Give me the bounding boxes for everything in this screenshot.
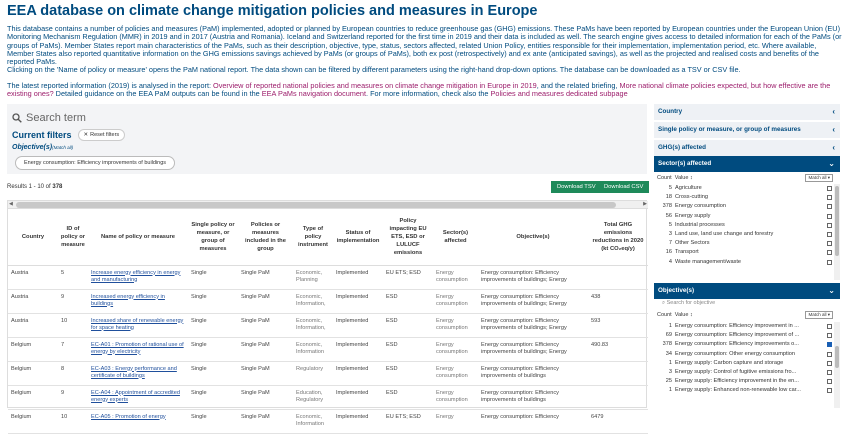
policy-name-text[interactable]: Increased energy efficiency in buildings xyxy=(91,293,165,307)
count-column-label[interactable]: Count xyxy=(657,312,672,318)
table-cell: ESD xyxy=(383,385,433,409)
facet-option-label: Energy supply: Carbon capture and storage xyxy=(675,359,784,366)
table-row xyxy=(8,385,648,409)
count-column-label[interactable]: Count xyxy=(657,175,672,181)
col-header[interactable]: Country xyxy=(8,210,58,265)
facet-option-label: Land use, land use change and forestry xyxy=(675,230,774,237)
table-cell: Belgium xyxy=(8,385,58,409)
chevron-down-icon: ⌄ xyxy=(828,286,835,295)
facet-option[interactable] xyxy=(654,184,840,193)
facet-label: Objective(s) xyxy=(658,287,695,294)
facet-option-checkbox[interactable] xyxy=(827,223,832,228)
table-cell: Single xyxy=(188,337,238,361)
table-cell: Implemented xyxy=(333,337,383,361)
facet-option-checkbox[interactable] xyxy=(827,260,832,265)
results-total: 378 xyxy=(52,184,63,190)
active-filter-chip[interactable]: Energy consumption: Efficiency improvements of buildings xyxy=(15,156,175,170)
facet-label: Country xyxy=(658,108,683,115)
table-cell xyxy=(588,265,648,289)
table-cell: Single PaM xyxy=(238,337,293,361)
objective-match-select[interactable]: Match all ▾ xyxy=(805,311,833,319)
briefing-link[interactable]: More national climate policies expected, but how effective are the existing ones? xyxy=(7,81,831,99)
table-cell: ESD xyxy=(383,361,433,385)
facet-option-count: 5 xyxy=(668,221,672,228)
intro-text-b: , and the related briefing, xyxy=(536,81,620,90)
col-header[interactable]: Policy impacting EU ETS, ESD or LULUCF emissions xyxy=(383,210,433,265)
table-cell: 10 xyxy=(58,409,88,433)
objective-filter-name: Objective(s) xyxy=(12,144,53,151)
table-cell: Implemented xyxy=(333,409,383,433)
facet-ghg[interactable] xyxy=(654,140,840,156)
objective-list xyxy=(654,322,840,396)
chevron-down-icon: ⌄ xyxy=(828,159,835,168)
facet-option-count: 3 xyxy=(668,368,672,375)
facet-option-count: 1 xyxy=(668,359,672,366)
table-cell: 5 xyxy=(58,265,88,289)
facet-option-label: Energy supply xyxy=(675,212,711,219)
match-select-value: Match all xyxy=(808,175,827,180)
table-cell: 438 xyxy=(588,289,648,313)
table-cell: Implemented xyxy=(333,385,383,409)
facet-option-checkbox[interactable] xyxy=(827,342,832,347)
intro-paragraph-1: This database contains a number of policies and measures (PaM) implemented, adopted or planned by European countries to reduce greenhouse gas (GHG) emissions. These PaMs have been reported by European countries under the European Union (EU) Monitoring Mechanism Regulation (MMR) in 2019 and in 2017 (Austria and Romania). Iceland and Switzerland reported for the first time in 2019 and their data is included as well. The search engine gives access to detailed information for each of the PaMs (or groups of PaMs). Member States report main characteristics of the PaMs, such as their description, objective, type, status, sectors affected, related Union Policy, entities responsible for their implementation, implementation period, etc. Where available, Member States also reported quantitative information on the GHG emissions savings achieved by PaMs (or groups of PaMs), both ex post (retrospectively) and ex ante (anticipated savings), as well as the projected and realised costs and benefits of the reported PaMs. xyxy=(7,24,842,67)
table-cell: Energy consumption xyxy=(433,361,478,385)
facet-option-checkbox[interactable] xyxy=(827,204,832,209)
col-header[interactable]: Policies or measures included in the group xyxy=(238,210,293,265)
policy-name-link[interactable] xyxy=(88,361,188,385)
table-cell: ESD xyxy=(383,313,433,337)
facet-option-count: 16 xyxy=(665,249,672,256)
table-cell: Single xyxy=(188,289,238,313)
table-cell: Implemented xyxy=(333,289,383,313)
report-link[interactable]: Overview of reported national policies and measures on climate change mitigation in Europe in 2019 xyxy=(213,81,537,90)
table-cell: Energy consumption xyxy=(433,265,478,289)
facet-option-label: Transport xyxy=(675,249,699,256)
table-cell: Belgium xyxy=(8,409,58,433)
intro-paragraph-3 xyxy=(7,82,845,99)
facet-label: Sector(s) affected xyxy=(658,160,712,167)
table-cell: 7 xyxy=(58,337,88,361)
objective-search-input[interactable]: ⌕ Search for objective xyxy=(662,300,716,306)
facet-option-count: 378 xyxy=(662,341,672,348)
table-cell: Single xyxy=(188,265,238,289)
table-cell: Energy consumption: Efficiency improvements of buildings; Energy xyxy=(478,265,588,289)
facet-option-checkbox[interactable] xyxy=(827,370,832,375)
policy-name-text[interactable]: EC-A05 : Promotion of energy xyxy=(91,413,166,420)
facet-option-label: Energy consumption: Efficiency improvement of ... xyxy=(675,332,800,339)
facet-option[interactable] xyxy=(654,386,840,395)
search-input[interactable] xyxy=(12,110,86,126)
col-header[interactable]: Objective(s) xyxy=(478,210,588,265)
table-cell: Single PaM xyxy=(238,361,293,385)
table-row xyxy=(8,313,648,337)
intro-text-d: . For more information, check also the xyxy=(366,89,491,99)
col-header[interactable]: Status of implementation xyxy=(333,210,383,265)
table-cell: Energy consumption xyxy=(433,289,478,313)
facet-option-checkbox[interactable] xyxy=(827,388,832,393)
table-cell: Single xyxy=(188,361,238,385)
facet-country[interactable] xyxy=(654,104,840,120)
intro-paragraph-2: Clicking on the 'Name of policy or measure' opens the PaM national report. The data shown can be filtered by different parameters using the right-hand drop-down options. The database can be downloaded as a TSV or CSV file. xyxy=(7,65,741,75)
table-cell: Economic, Information, xyxy=(293,313,333,337)
facet-option[interactable] xyxy=(654,202,840,211)
table-row xyxy=(8,265,648,289)
table-cell: Austria xyxy=(8,265,58,289)
table-cell: Economic, Information xyxy=(293,337,333,361)
table-cell: Austria xyxy=(8,313,58,337)
table-cell: 9 xyxy=(58,385,88,409)
results-prefix: Results 1 - 10 of xyxy=(7,184,53,190)
search-panel xyxy=(7,104,647,174)
facet-option-count: 3 xyxy=(668,230,672,237)
results-count xyxy=(7,184,62,190)
value-column-label[interactable]: Value xyxy=(674,175,689,181)
table-cell: Economic, Planning xyxy=(293,265,333,289)
policy-name-link[interactable] xyxy=(88,313,188,337)
facet-option-checkbox[interactable] xyxy=(827,361,832,366)
reset-filters-button[interactable] xyxy=(78,129,126,141)
facet-option-count: 18 xyxy=(665,194,672,201)
results-grid xyxy=(8,210,648,434)
table-cell: Implemented xyxy=(333,361,383,385)
table-cell xyxy=(588,361,648,385)
facet-option[interactable] xyxy=(654,340,840,349)
col-header[interactable]: ID of policy or measure xyxy=(58,210,88,265)
facet-option-label: Energy consumption: Efficiency improvements o... xyxy=(675,341,799,348)
search-placeholder: Search term xyxy=(26,112,86,124)
table-cell: Single xyxy=(188,409,238,433)
scroll-right-icon[interactable]: ▶ xyxy=(643,201,647,207)
results-table xyxy=(7,200,647,427)
col-header[interactable]: Name of policy or measure xyxy=(88,210,188,265)
facet-option[interactable] xyxy=(654,258,840,267)
policy-name-link[interactable] xyxy=(88,289,188,313)
facet-option-checkbox[interactable] xyxy=(827,241,832,246)
current-filters-row xyxy=(12,129,125,141)
table-row xyxy=(8,409,648,433)
table-cell xyxy=(588,385,648,409)
facet-option-checkbox[interactable] xyxy=(827,352,832,357)
navigation-document-link[interactable]: EEA PaMs navigation document xyxy=(261,89,367,99)
table-cell: Energy consumption: Efficiency improvements of buildings; Energy xyxy=(478,313,588,337)
table-cell: 10 xyxy=(58,313,88,337)
policy-name-link[interactable] xyxy=(88,385,188,409)
policy-name-link[interactable] xyxy=(88,337,188,361)
facet-objectives[interactable] xyxy=(654,283,840,299)
facet-option-label: Industrial processes xyxy=(675,221,725,228)
download-tsv-button[interactable]: Download TSV xyxy=(551,181,602,193)
table-cell: 6479 xyxy=(588,409,648,433)
facet-label: Single policy or measure, or group of measures xyxy=(658,126,801,133)
table-cell: EU ETS; ESD xyxy=(383,265,433,289)
facet-option-count: 56 xyxy=(665,212,672,219)
facet-option-checkbox[interactable] xyxy=(827,250,832,255)
table-cell: Single PaM xyxy=(238,265,293,289)
facet-option-count: 5 xyxy=(668,185,672,191)
policy-name-text[interactable]: Increased share of renewable energy for space heating xyxy=(91,317,184,331)
facet-option-count: 4 xyxy=(668,258,672,265)
table-cell: Regulatory xyxy=(293,361,333,385)
facet-option[interactable] xyxy=(654,212,840,221)
table-cell: 9 xyxy=(58,289,88,313)
facet-option-label: Cross-cutting xyxy=(675,194,708,201)
policy-name-text[interactable]: EC-A01 : Promotion of rational use of energy by electricity xyxy=(91,341,184,355)
current-filters-title: Current filters xyxy=(12,130,72,140)
facet-option-count: 69 xyxy=(665,332,672,339)
facet-option[interactable] xyxy=(654,377,840,386)
table-row xyxy=(8,337,648,361)
facet-option-checkbox[interactable] xyxy=(827,232,832,237)
filter-sidebar xyxy=(654,104,840,408)
col-header[interactable]: Single policy or measure, or group of measures xyxy=(188,210,238,265)
policy-name-link[interactable] xyxy=(88,409,188,433)
table-cell: ESD xyxy=(383,337,433,361)
table-cell: 490.83 xyxy=(588,337,648,361)
table-cell: Single xyxy=(188,385,238,409)
facet-option-label: Waste management/waste xyxy=(675,258,742,265)
facet-option-checkbox[interactable] xyxy=(827,186,832,191)
search-icon xyxy=(12,113,22,123)
facet-option[interactable] xyxy=(654,359,840,368)
policy-name-text[interactable]: EC-A04 : Appointment of accredited energy experts xyxy=(91,389,180,403)
table-cell: Single PaM xyxy=(238,409,293,433)
objective-scrollbar[interactable] xyxy=(834,322,840,408)
chevron-left-icon: ‹ xyxy=(832,125,835,134)
table-cell: Energy consumption: Efficiency improvements of buildings; Energy xyxy=(478,289,588,313)
table-cell: EU ETS; ESD xyxy=(383,409,433,433)
table-cell: Belgium xyxy=(8,337,58,361)
scroll-left-icon[interactable]: ◀ xyxy=(9,201,13,207)
facet-option-label: Energy supply: Enhanced non-renewable low car... xyxy=(675,387,801,394)
facet-option-checkbox[interactable] xyxy=(827,324,832,329)
intro-text-c: Detailed guidance on the EEA PaM outputs can be found in the xyxy=(53,89,262,99)
table-row xyxy=(8,361,648,385)
scrollbar-thumb[interactable] xyxy=(16,202,616,208)
facet-option-checkbox[interactable] xyxy=(827,333,832,338)
facet-option-label: Energy consumption: Efficiency improvement in ... xyxy=(675,323,799,329)
facet-option-label: Agriculture xyxy=(675,185,702,191)
facet-option[interactable] xyxy=(654,221,840,230)
intro-text-a: The latest reported information (2019) is analysed in the report: xyxy=(7,81,214,90)
table-cell: Energy consumption xyxy=(433,313,478,337)
facet-option-count: 378 xyxy=(662,203,672,210)
objective-search-placeholder: Search for objective xyxy=(666,300,716,306)
sector-list-header: Count Value ↕ Match all ▾ xyxy=(657,175,837,184)
facet-label: GHG(s) affected xyxy=(658,144,706,151)
table-cell: Energy consumption: Efficiency improvements of buildings; Energy xyxy=(478,337,588,361)
table-cell: Single PaM xyxy=(238,313,293,337)
match-select-value: Match all xyxy=(808,312,827,317)
table-cell: Austria xyxy=(8,289,58,313)
close-icon: ✕ xyxy=(83,132,89,138)
table-cell: Energy consumption xyxy=(433,337,478,361)
facet-sectors[interactable] xyxy=(654,156,840,172)
col-header[interactable]: Type of policy instrument xyxy=(293,210,333,265)
reset-filters-label: Reset filters xyxy=(90,132,120,138)
subpage-link[interactable]: Policies and measures dedicated subpage xyxy=(490,89,628,99)
scrollbar-thumb[interactable] xyxy=(835,346,839,368)
download-csv-button[interactable]: Download CSV xyxy=(598,181,649,193)
sector-match-select[interactable]: Match all ▾ xyxy=(805,174,833,182)
facet-option-count: 7 xyxy=(668,240,672,247)
table-cell: Single PaM xyxy=(238,385,293,409)
facet-option[interactable] xyxy=(654,331,840,340)
table-cell: Economic, Information, xyxy=(293,289,333,313)
table-header-row xyxy=(8,210,648,265)
table-cell: 593 xyxy=(588,313,648,337)
facet-option-label: Other Sectors xyxy=(675,240,710,247)
facet-option[interactable] xyxy=(654,248,840,257)
page-title: EEA database on climate change mitigation policies and measures in Europe xyxy=(7,3,538,19)
facet-option-count: 34 xyxy=(665,350,672,357)
facet-option[interactable] xyxy=(654,230,840,239)
facet-option-count: 25 xyxy=(665,378,672,385)
facet-option[interactable] xyxy=(654,193,840,202)
facet-option[interactable] xyxy=(654,368,840,377)
table-cell: Belgium xyxy=(8,361,58,385)
facet-single-or-group[interactable] xyxy=(654,122,840,138)
table-cell: Implemented xyxy=(333,265,383,289)
sector-list xyxy=(654,184,840,267)
facet-option-checkbox[interactable] xyxy=(827,195,832,200)
chevron-left-icon: ‹ xyxy=(832,143,835,152)
col-header[interactable]: Sector(s) affected xyxy=(433,210,478,265)
table-cell: Economic, Information xyxy=(293,409,333,433)
table-cell: Energy consumption: Efficiency xyxy=(478,409,588,433)
facet-option-checkbox[interactable] xyxy=(827,379,832,384)
objective-match-mode: (Match all) xyxy=(52,145,74,150)
facet-option-label: Energy consumption: Other energy consumption xyxy=(675,350,796,357)
horizontal-scrollbar[interactable] xyxy=(8,201,648,209)
chevron-left-icon: ‹ xyxy=(832,107,835,116)
facet-option-checkbox[interactable] xyxy=(827,214,832,219)
policy-name-text[interactable]: EC-A03 : Energy performance and certificate of buildings xyxy=(91,365,177,379)
facet-option[interactable] xyxy=(654,322,840,331)
facet-option-count: 1 xyxy=(668,323,672,329)
table-cell: Implemented xyxy=(333,313,383,337)
table-cell: Education, Regulatory xyxy=(293,385,333,409)
facet-option[interactable] xyxy=(654,239,840,248)
facet-option-label: Energy supply: Efficiency improvement in the en... xyxy=(675,378,799,385)
table-cell: 8 xyxy=(58,361,88,385)
facet-option-label: Energy supply: Control of fugitive emissions fro... xyxy=(675,368,797,375)
facet-option-count: 1 xyxy=(668,387,672,394)
intro-text xyxy=(7,25,845,75)
value-column-label[interactable]: Value xyxy=(674,312,689,318)
policy-name-text[interactable]: Increase energy efficiency in energy and manufacturing xyxy=(91,269,181,283)
sector-scrollbar[interactable] xyxy=(834,184,840,280)
table-cell: Single PaM xyxy=(238,289,293,313)
facet-option-label: Energy consumption xyxy=(675,203,726,210)
policy-name-link[interactable] xyxy=(88,265,188,289)
facet-option[interactable] xyxy=(654,350,840,359)
table-cell: Energy consumption: Efficiency improvements of buildings xyxy=(478,385,588,409)
table-cell: ESD xyxy=(383,289,433,313)
table-cell: Energy xyxy=(433,409,478,433)
col-header[interactable]: Total GHG emissions reductions in 2020 (kt CO₂eq/y) xyxy=(588,210,648,265)
table-cell: Single xyxy=(188,313,238,337)
objective-list-header: Count Value ↕ Match all ▾ xyxy=(657,312,837,321)
table-row xyxy=(8,289,648,313)
objective-filter-label xyxy=(12,144,73,151)
scrollbar-thumb[interactable] xyxy=(835,186,839,256)
table-cell: Energy consumption xyxy=(433,385,478,409)
table-cell: Energy consumption: Efficiency improvements of buildings xyxy=(478,361,588,385)
